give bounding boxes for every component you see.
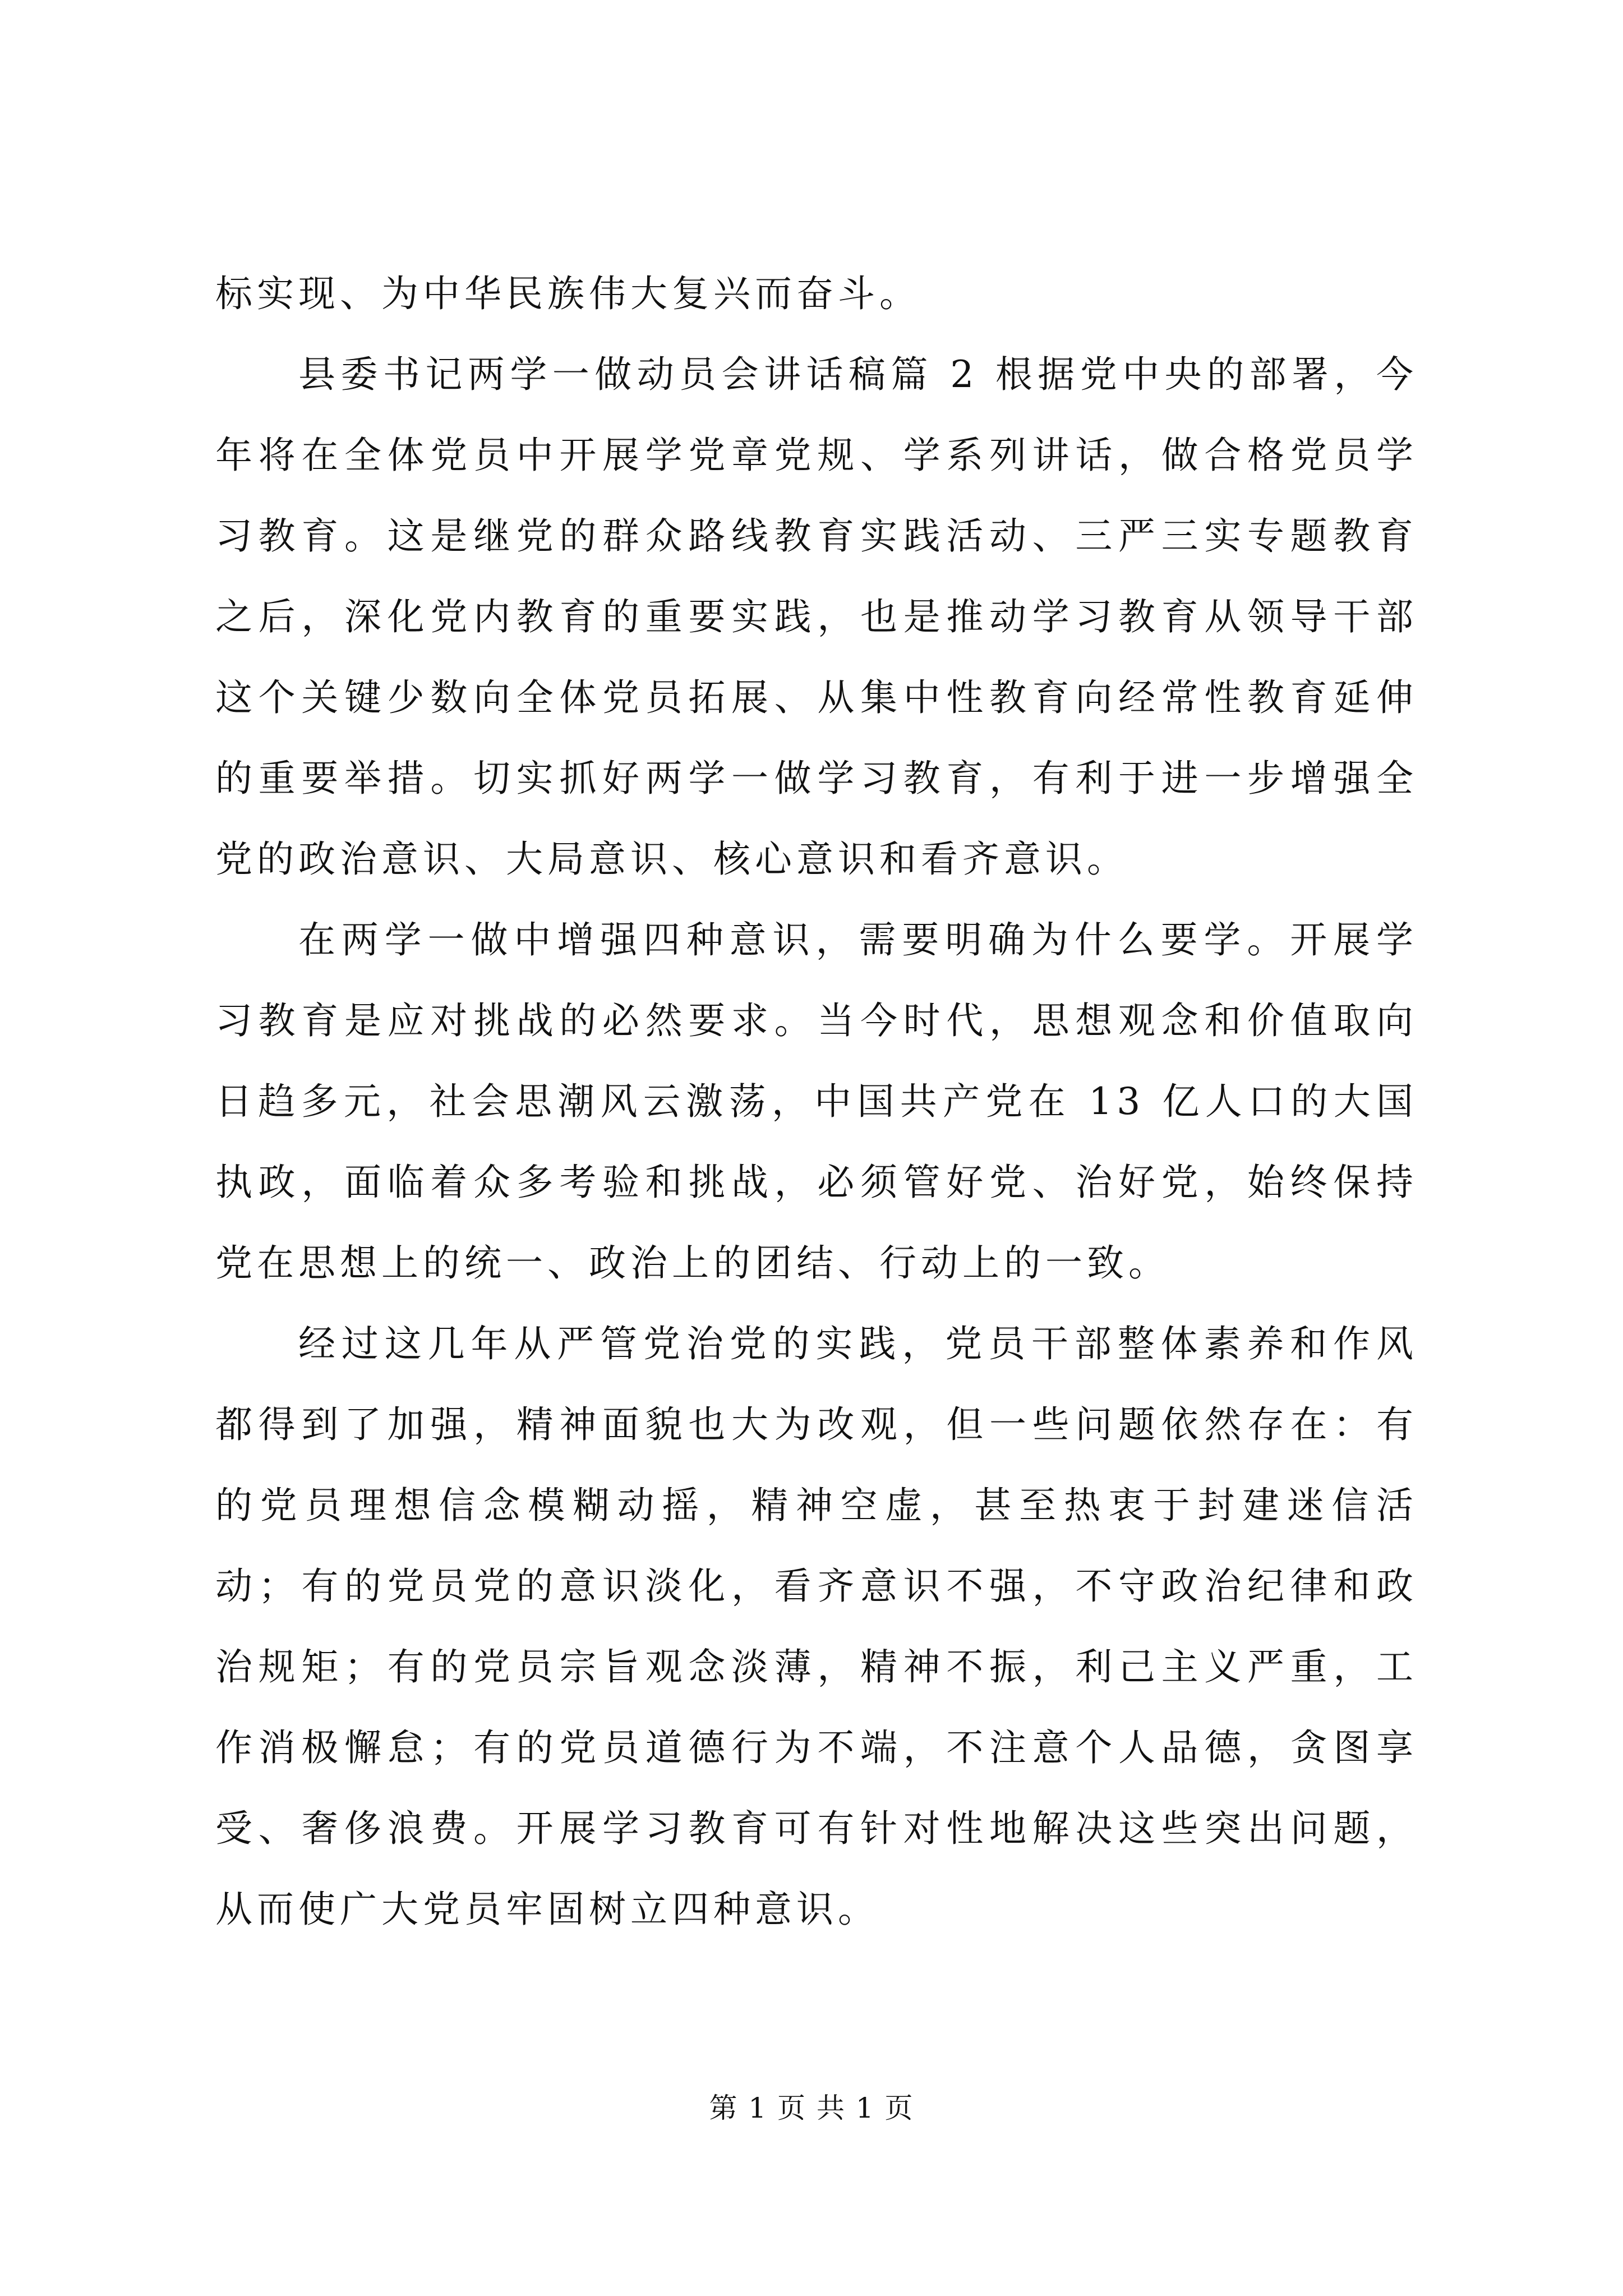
document-body <box>215 254 1418 1950</box>
paragraph-1: 标实现、为中华民族伟大复兴而奋斗。 <box>215 272 921 315</box>
paragraph-3: 在两学一做中增强四种意识，需要明确为什么要学。开展学习教育是应对挑战的必然要求。当今时代，思想观念和价值取向日趋多元，社会思潮风云激荡，中国共产党在 13 亿人口的大国执政，面临着众多考验和挑战，必须管好党、治好党，始终保持党在思想上的统一、政治上的团结、行动上的一致。 <box>215 918 1418 1285</box>
paragraph-4: 经过这几年从严管党治党的实践，党员干部整体素养和作风都得到了加强，精神面貌也大为改观，但一些问题依然存在：有的党员理想信念模糊动摇，精神空虚，甚至热衷于封建迷信活动；有的党员党的意识淡化，看齐意识不强，不守政治纪律和政治规矩；有的党员宗旨观念淡薄，精神不振，利己主义严重，工作消极懈怠；有的党员道德行为不端，不注意个人品德，贪图享受、奢侈浪费。开展学习教育可有针对性地解决这些突出问题，从而使广大党员牢固树立四种意识。 <box>215 1322 1418 1931</box>
page-footer: 第 1 页 共 1 页 <box>709 2092 914 2124</box>
paragraph-2: 县委书记两学一做动员会讲话稿篇 2 根据党中央的部署，今年将在全体党员中开展学党章党规、学系列讲话，做合格党员学习教育。这是继党的群众路线教育实践活动、三严三实专题教育之后，深化党内教育的重要实践，也是推动学习教育从领导干部这个关键少数向全体党员拓展、从集中性教育向经常性教育延伸的重要举措。切实抓好两学一做学习教育，有利于进一步增强全党的政治意识、大局意识、核心意识和看齐意识。 <box>215 353 1418 881</box>
